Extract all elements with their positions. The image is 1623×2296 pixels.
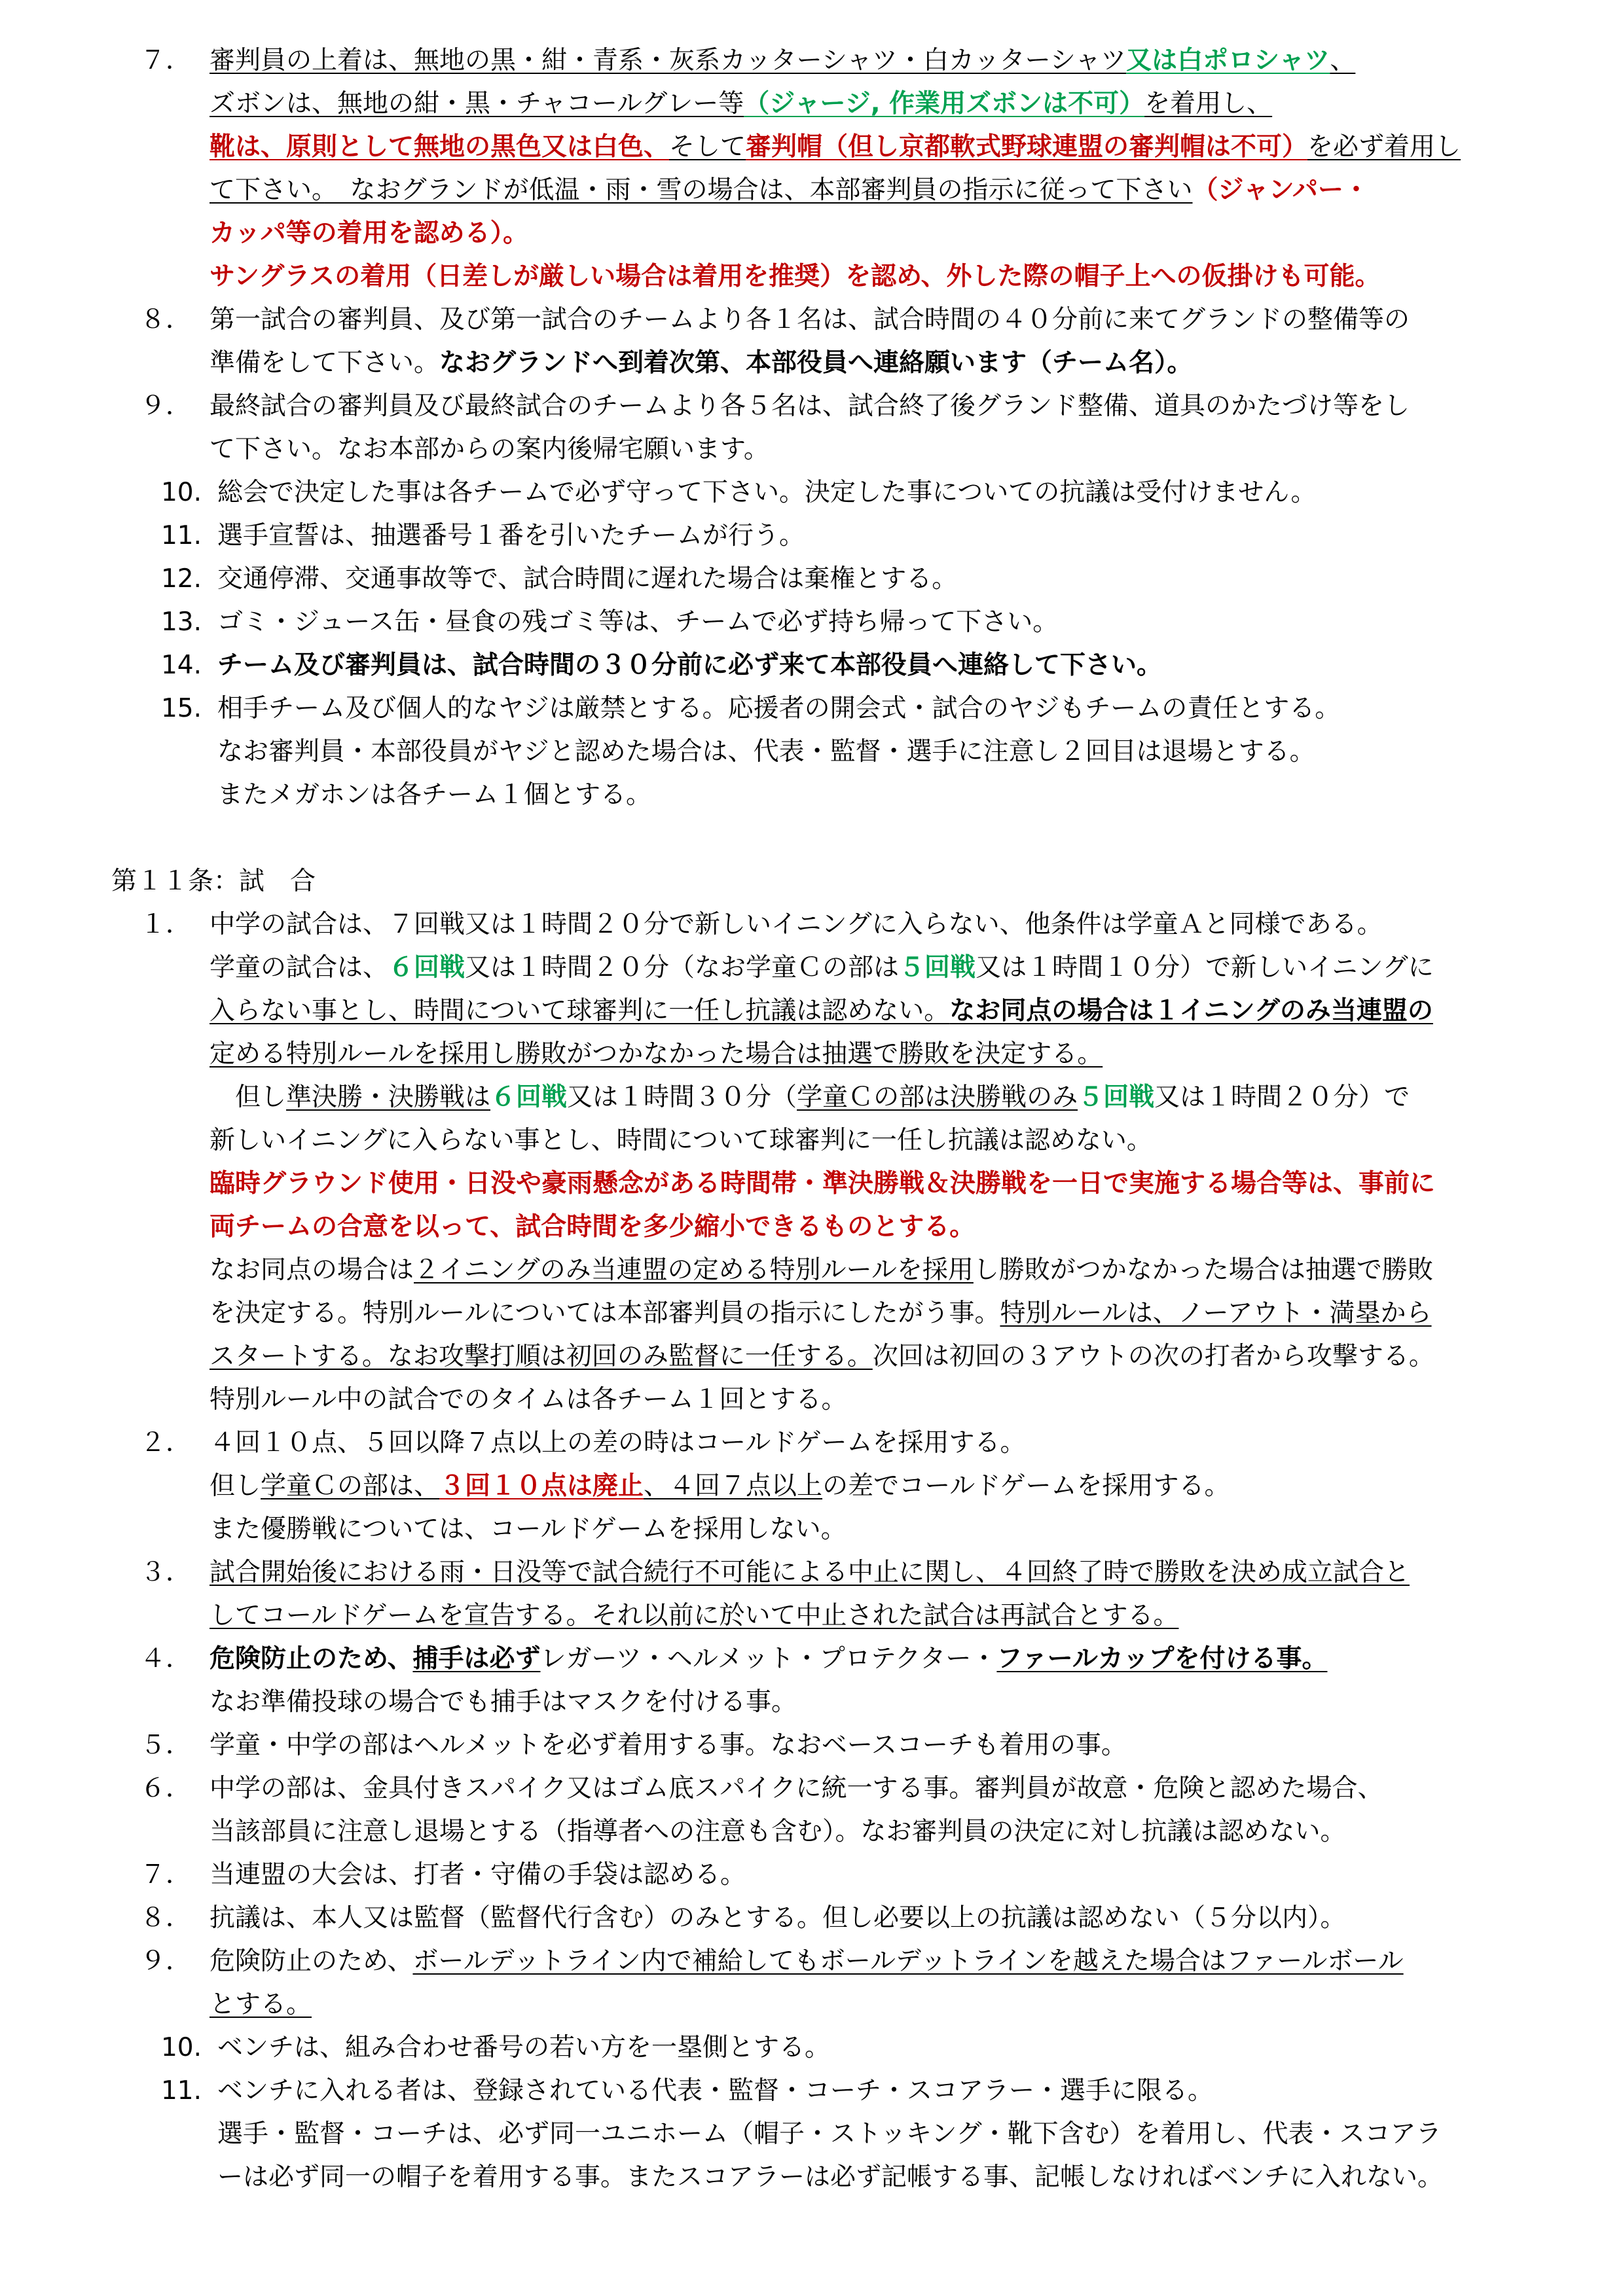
text-run: 臨時グラウンド使用・日没や豪雨懸念がある時間帯・準決勝戦＆決勝戦を一日で実施する場合等は、事前に — [210, 1169, 1436, 1198]
item-number: ９． — [139, 391, 191, 421]
text-run: 、４回７点以上 — [644, 1471, 823, 1501]
item-number: 11. — [160, 521, 202, 550]
text-run: て下さい。なお本部からの案内後帰宅願います。 — [210, 435, 769, 464]
text-run: 特別ルール中の試合でのタイムは各チーム１回とする。 — [210, 1385, 847, 1414]
list-item-continuation — [111, 1033, 1545, 1076]
list-item-12 — [111, 558, 1545, 601]
list-item-continuation — [111, 126, 1545, 169]
text-run: 中学の試合は、７回戦又は１時間２０分で新しいイニングに入らない、他条件は学童Ａと同様である。 — [210, 910, 1383, 939]
list-item-continuation — [111, 1378, 1545, 1422]
text-run: 又は１時間１０分）で新しいイニングに — [976, 953, 1434, 982]
text-run: 審判員の上着は、無地の黒・紺・青系・灰系カッターシャツ・白カッターシャツ — [210, 46, 1127, 75]
item-number: ３． — [139, 1558, 191, 1587]
list-item-continuation — [111, 946, 1545, 990]
list-item-continuation — [111, 1594, 1545, 1638]
text-run: 中学の部は、金具付きスパイク又はゴム底スパイクに統一する事。審判員が故意・危険と認めた場合、 — [210, 1774, 1383, 1803]
text-run: 準決勝・決勝戦は — [286, 1083, 491, 1112]
text-run: 定める特別ルールを採用し勝敗がつかなかった場合は抽選で勝敗を決定する。 — [210, 1039, 1103, 1069]
text-run: なお同点の場合は — [210, 1255, 414, 1285]
text-run: また優勝戦については、コールドゲームを採用しない。 — [210, 1515, 847, 1544]
text-run: 捕手は必ず — [412, 1644, 541, 1674]
list-item-continuation — [111, 1206, 1545, 1249]
list-item-14 — [111, 644, 1545, 687]
text-run: ６回戦 — [490, 1083, 568, 1112]
text-run: 相手チーム及び個人的なヤジは厳禁とする。応援者の開会式・試合のヤジもチームの責任とする。 — [217, 694, 1341, 723]
text-run: 特別ルールは、ノーアウト・満塁から — [1000, 1299, 1432, 1328]
text-run: 当該部員に注意し退場とする（指導者への注意も含む）。なお審判員の決定に対し抗議は認めない。 — [210, 1817, 1346, 1846]
text-run: なお審判員・本部役員がヤジと認めた場合は、代表・監督・選手に注意し２回目は退場とする。 — [217, 737, 1315, 766]
item-number: ６． — [139, 1774, 191, 1803]
text-run: 学童・中学の部はヘルメットを必ず着用する事。なおベースコーチも着用の事。 — [210, 1731, 1127, 1760]
text-run: 次回は初回の３アウトの次の打者から攻撃する。 — [872, 1342, 1434, 1371]
text-run: 又は１時間２０分）で — [1154, 1083, 1410, 1112]
text-run: 試合開始後における雨・日没等で試合続行不可能による中止に関し、４回終了時で勝敗を決め成立試合と — [210, 1558, 1410, 1587]
text-run: なおグランドが低温・雨・雪の場合は、本部審判員の指示に従って下さい — [324, 175, 1193, 205]
text-run: 選手宣誓は、抽選番号１番を引いたチームが行う。 — [217, 521, 805, 550]
text-run: ５回戦 — [1078, 1083, 1155, 1112]
list-item-continuation — [111, 1508, 1545, 1551]
text-run: 、 — [1330, 46, 1356, 75]
list-item-continuation — [111, 1465, 1545, 1508]
text-run: 選手・監督・コーチは、必ず同一ユニホーム（帽子・ストッキング・靴下含む）を着用し、代表・スコアラ — [217, 2119, 1442, 2149]
text-run: カッパ等の着用を認める）。 — [210, 219, 529, 248]
list-item-continuation — [111, 1335, 1545, 1378]
text-run: し勝敗がつかなかった場合は抽選で勝敗 — [973, 1255, 1433, 1285]
item-number: 14. — [160, 651, 202, 680]
list-item-11 — [111, 2070, 1545, 2113]
text-run: チーム及び審判員は、試合時間の３０分前に必ず来て本部役員へ連絡して下さい。 — [217, 651, 1163, 680]
text-run: 入らない事とし、時間について球審判に一任し抗議は認めない。 — [210, 996, 950, 1026]
list-item-continuation — [111, 1292, 1545, 1335]
list-item-continuation — [111, 255, 1545, 298]
list-item-continuation — [111, 1983, 1545, 2026]
list-item-9 — [111, 1940, 1545, 1983]
list-item-15 — [111, 687, 1545, 730]
list-item-3 — [111, 1551, 1545, 1594]
text-run: を必ず着用し — [1307, 132, 1461, 162]
text-run: ２イニングのみ当連盟の定める特別ルールを採用 — [414, 1255, 974, 1285]
text-run: 当連盟の大会は、打者・守備の手袋は認める。 — [210, 1860, 746, 1890]
list-item-1 — [111, 903, 1545, 946]
list-item-13 — [111, 601, 1545, 644]
text-run: またメガホンは各チーム１個とする。 — [217, 780, 652, 810]
text-run: の差でコールドゲームを採用する。 — [822, 1471, 1230, 1501]
text-run: 総会で決定した事は各チームで必ず守って下さい。決定した事についての抗議は受付けません。 — [217, 478, 1317, 507]
list-item-2 — [111, 1422, 1545, 1465]
list-item-5 — [111, 1724, 1545, 1767]
text-run: サングラスの着用（日差しが厳しい場合は着用を推奨）を認め、外した際の帽子上への仮掛けも可能。 — [210, 262, 1381, 291]
text-run: 但し — [210, 1083, 287, 1112]
text-run: ３回１０点は廃止 — [439, 1471, 644, 1501]
item-number: 10. — [160, 2033, 202, 2062]
item-number: １． — [139, 910, 191, 939]
text-run: してコールドゲームを宣告する。それ以前に於いて中止された試合は再試合とする。 — [210, 1601, 1179, 1630]
item-number: ２． — [139, 1428, 191, 1458]
list-item-continuation — [111, 428, 1545, 471]
list-item-9 — [111, 385, 1545, 428]
text-run: ボールデットライン内で補給してもボールデットラインを越えた場合はファールボール — [412, 1946, 1404, 1976]
text-run: レガーツ・ヘルメット・プロテクター・ — [540, 1644, 997, 1674]
list-item-continuation — [111, 212, 1545, 255]
text-run: スタートする。なお攻撃打順は初回のみ監督に一任する。 — [210, 1342, 873, 1371]
item-number: ５． — [139, 1731, 191, 1760]
item-number: 10. — [160, 478, 202, 507]
text-run: そして — [669, 132, 746, 162]
list-item-7 — [111, 1854, 1545, 1897]
list-item-8 — [111, 298, 1545, 342]
text-run: とする。 — [210, 1990, 312, 2019]
text-run: を着用し、 — [1144, 89, 1273, 118]
text-run: ズボンは、無地の紺・黒・チャコールグレー等 — [210, 89, 744, 118]
list-item-6 — [111, 1767, 1545, 1810]
text-run: なおグランドへ到着次第、本部役員へ連絡願います（チーム名）。 — [439, 348, 1193, 378]
section-heading: 第１１条：試 合 — [111, 867, 316, 896]
list-item-continuation — [111, 82, 1545, 126]
text-run: （ジャンパー・ — [1192, 175, 1370, 205]
text-run: 第一試合の審判員、及び第一試合のチームより各１名は、試合時間の４０分前に来てグランドの整備等の — [210, 305, 1410, 334]
text-run: ４回１０点、５回以降７点以上の差の時はコールドゲームを採用する。 — [210, 1428, 1026, 1458]
text-run: 又は１時間２０分（なお学童Ｃの部は — [465, 953, 900, 982]
text-run: 学童の試合は、 — [210, 953, 389, 982]
text-run: 学童Ｃの部は、 — [261, 1471, 440, 1501]
list-item-continuation — [111, 990, 1545, 1033]
text-run: 危険防止のため、 — [210, 1946, 413, 1976]
list-item-8 — [111, 1897, 1545, 1940]
item-number: 13. — [160, 607, 202, 637]
list-item-continuation — [111, 1162, 1545, 1206]
list-item-continuation — [111, 2113, 1545, 2156]
text-run: 但し — [210, 1471, 261, 1501]
text-run: （ジャージ, 作業用ズボンは不可） — [744, 89, 1145, 118]
item-number: 11. — [160, 2076, 202, 2106]
text-run: て下さい。 — [210, 175, 325, 205]
list-item-4 — [111, 1638, 1545, 1681]
list-item-continuation — [111, 2156, 1545, 2199]
item-number: ９． — [139, 1946, 191, 1976]
text-run: 両チームの合意を以って、試合時間を多少縮小できるものとする。 — [210, 1212, 976, 1242]
text-run: なお同点の場合は１イニングのみ当連盟の — [949, 996, 1433, 1026]
item-number: 15. — [160, 694, 202, 723]
list-item-continuation — [111, 1810, 1545, 1854]
list-item-continuation — [111, 774, 1545, 817]
list-item-continuation — [111, 1681, 1545, 1724]
item-number: ７． — [139, 1860, 191, 1890]
text-run: 新しいイニングに入らない事とし、時間について球審判に一任し抗議は認めない。 — [210, 1126, 1152, 1155]
text-run: ６回戦 — [388, 953, 465, 982]
list-item-10 — [111, 2026, 1545, 2070]
text-run: なお準備投球の場合でも捕手はマスクを付ける事。 — [210, 1687, 797, 1717]
item-number: 12. — [160, 564, 202, 594]
text-run: 抗議は、本人又は監督（監督代行含む）のみとする。但し必要以上の抗議は認めない（５分以内）。 — [210, 1903, 1346, 1933]
item-number: ８． — [139, 305, 191, 334]
list-item-7 — [111, 39, 1545, 82]
text-run: 交通停滞、交通事故等で、試合時間に遅れた場合は棄権とする。 — [217, 564, 958, 594]
text-run: ゴミ・ジュース缶・昼食の残ゴミ等は、チームで必ず持ち帰って下さい。 — [217, 607, 1059, 637]
text-run: 最終試合の審判員及び最終試合のチームより各５名は、試合終了後グランド整備、道具のかたづけ等をし — [210, 391, 1410, 421]
list-item-continuation — [111, 342, 1545, 385]
text-run: 又は１時間３０分（ — [567, 1083, 797, 1112]
list-item-11 — [111, 514, 1545, 558]
text-run: ベンチは、組み合わせ番号の若い方を一塁側とする。 — [217, 2033, 831, 2062]
item-number: ８． — [139, 1903, 191, 1933]
item-number: ７． — [139, 46, 191, 75]
text-run: を決定する。特別ルールについては本部審判員の指示にしたがう事。 — [210, 1299, 1000, 1328]
text-run: 準備をして下さい。 — [210, 348, 440, 378]
list-item-10 — [111, 471, 1545, 514]
item-number: ４． — [139, 1644, 191, 1674]
list-item-continuation — [111, 1249, 1545, 1292]
list-item-continuation — [111, 1119, 1545, 1162]
text-run: 学童Ｃの部は決勝戦のみ — [797, 1083, 1078, 1112]
list-item-continuation — [111, 169, 1545, 212]
text-run: ーは必ず同一の帽子を着用する事。またスコアラーは必ず記帳する事、記帳しなければベンチに入れない。 — [217, 2162, 1444, 2192]
text-run: 又は白ポロシャツ — [1126, 46, 1330, 75]
list-item-continuation — [111, 730, 1545, 774]
text-run: 危険防止のため、 — [210, 1644, 413, 1674]
text-run: ベンチに入れる者は、登録されている代表・監督・コーチ・スコアラー・選手に限る。 — [217, 2076, 1214, 2106]
text-run: ファールカップを付ける事。 — [996, 1644, 1328, 1674]
list-item-continuation — [111, 1076, 1545, 1119]
document-page — [111, 39, 1545, 2199]
text-run: ５回戦 — [899, 953, 976, 982]
text-run: 審判帽（但し京都軟式野球連盟の審判帽は不可） — [746, 132, 1308, 162]
text-run: 靴は、原則として無地の黒色又は白色、 — [210, 132, 670, 162]
